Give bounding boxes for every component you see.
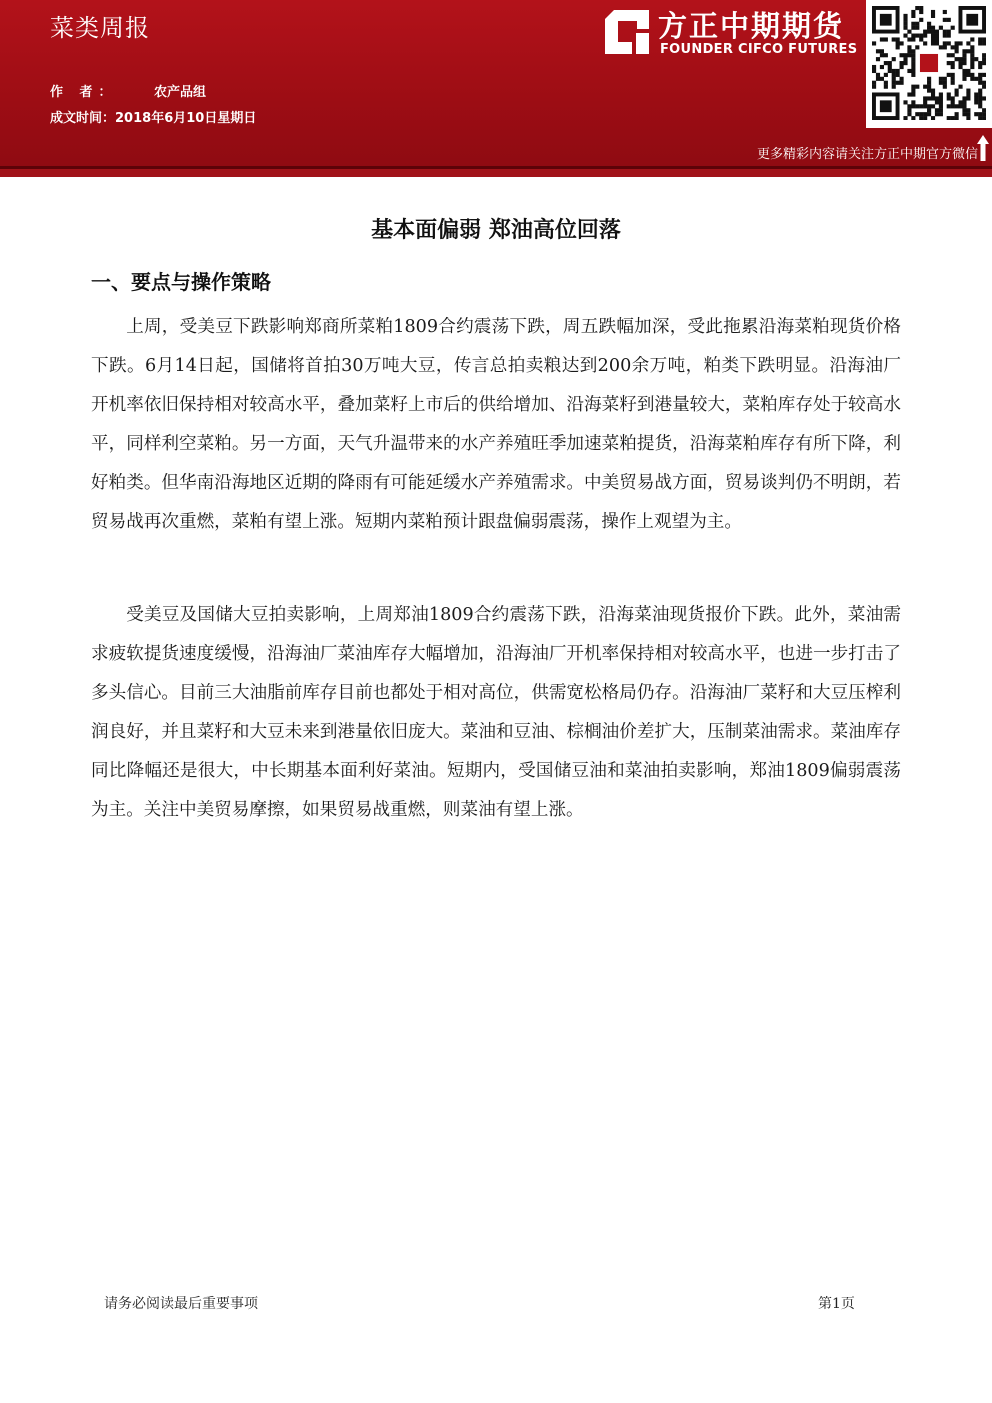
article-title: 基本面偏弱 郑油高位回落 [371,218,621,243]
qr-code-icon [872,6,986,120]
report-header [0,0,992,166]
page-number: 第1页 [818,1296,855,1312]
logo-chinese-text: 方正中期期货 [658,9,845,43]
author-row [50,81,206,100]
report-type: 菜类周报 [50,14,150,42]
date-label: 成文时间： [50,111,116,126]
section-heading: 一、要点与操作策略 [91,270,271,294]
header-band [0,169,992,177]
follow-wechat-text: 更多精彩内容请关注方正中期官方微信 [756,147,978,162]
logo-mark-icon [602,7,652,57]
footer-notice: 请务必阅读最后重要事项 [104,1296,258,1312]
author-value: 农产品组 [154,85,207,100]
date-row [50,107,256,126]
paragraph-rapeseed-meal: 上周，受美豆下跌影响郑商所菜粕1809合约震荡下跌，周五跌幅加深，受此拖累沿海菜粕现货价格下跌。6月14日起，国储将首拍30万吨大豆，传言总拍卖粮达到200余万吨，粕类下跌明显。沿海油厂开机率依旧保持相对较高水平，叠加菜籽上市后的供给增加、沿海菜籽到港量较大，菜粕库存处于较高水平，同样利空菜粕。另一方面，天气升温带来的水产养殖旺季加速菜粕提货，沿海菜粕库存有所下降，利好粕类。但华南沿海地区近期的降雨有可能延缓水产养殖需求。中美贸易战方面，贸易谈判仍不明朗，若贸易战再次重燃，菜粕有望上涨。短期内菜粕预计跟盘偏弱震荡，操作上观望为主。 [91,317,901,532]
up-arrow-icon [976,134,990,162]
author-label: 作 者： [50,85,118,100]
date-value: 2018年6月10日星期日 [115,111,257,126]
company-logo [602,5,862,63]
paragraph-rapeseed-oil: 受美豆及国储大豆拍卖影响，上周郑油1809合约震荡下跌，沿海菜油现货报价下跌。此外，菜油需求疲软提货速度缓慢，沿海油厂菜油库存大幅增加，沿海油厂开机率保持相对较高水平，也进一步打击了多头信心。目前三大油脂前库存目前也都处于相对高位，供需宽松格局仍存。沿海油厂菜籽和大豆压榨利润良好，并且菜籽和大豆未来到港量依旧庞大。菜油和豆油、棕榈油价差扩大，压制菜油需求。菜油库存同比降幅还是很大，中长期基本面利好菜油。短期内，受国储豆油和菜油拍卖影响，郑油1809偏弱震荡为主。关注中美贸易摩擦，如果贸易战重燃，则菜油有望上涨。 [91,605,901,820]
wechat-qr-code [866,0,992,128]
logo-english-text: FOUNDER CIFCO FUTURES [660,42,858,57]
